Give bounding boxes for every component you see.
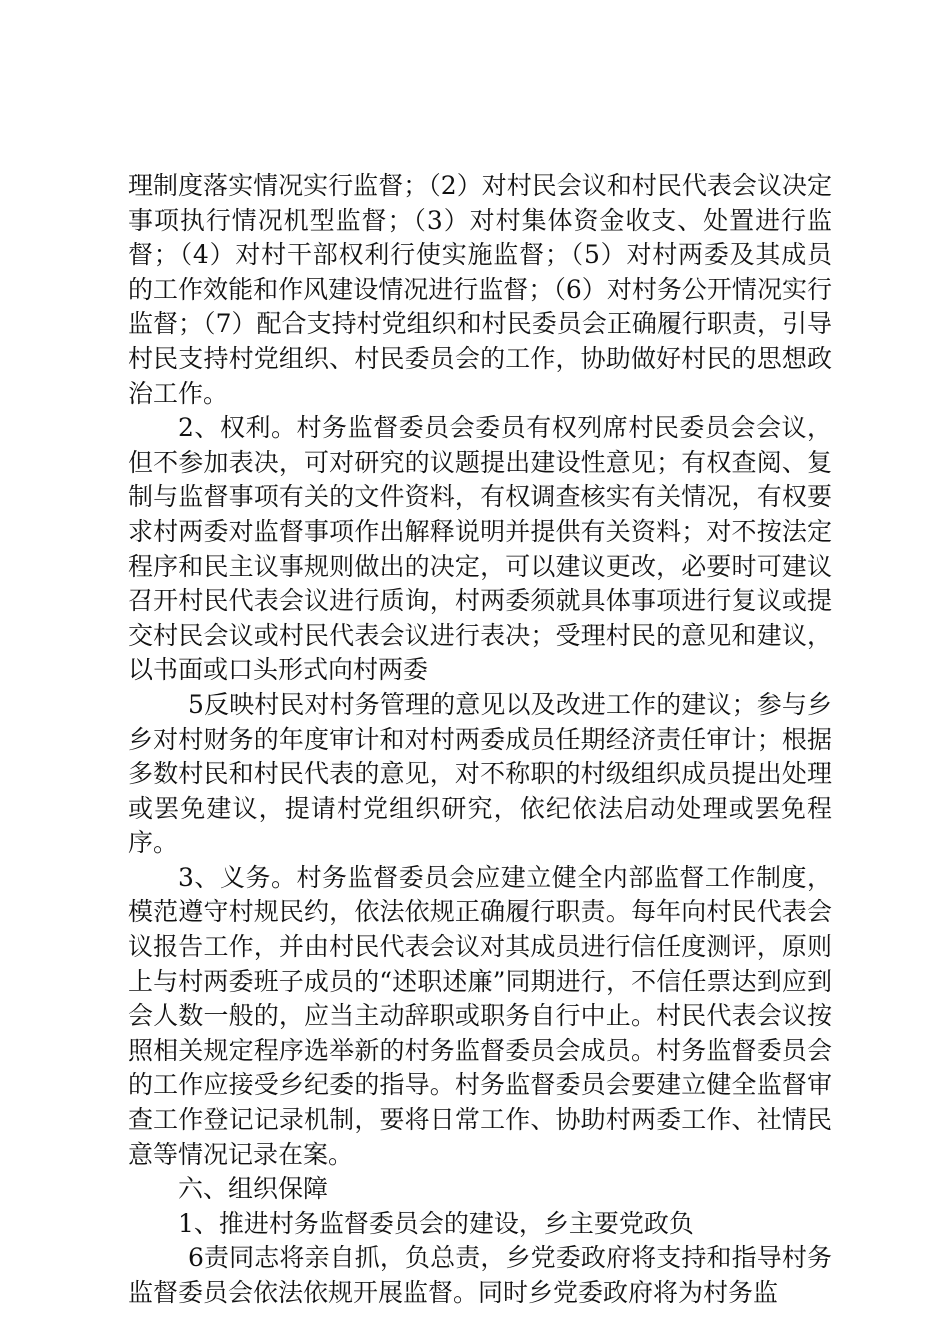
document-body xyxy=(128,169,832,1311)
paragraph-obligations: 3、义务。村务监督委员会应建立健全内部监督工作制度，模范遵守村规民约，依法依规正确履行职责。每年向村民代表会议报告工作，并由村民代表会议对其成员进行信任度测评，原则上与村两委班子成员的“述职述廉”同期进行，不信任票达到应到会人数一般的，应当主动辞职或职务自行中止。村民代表会议按照相关规定程序选举新的村务监督委员会成员。村务监督委员会的工作应接受乡纪委的指导。村务监督委员会要建立健全监督审查工作登记记录机制，要将日常工作、协助村两委工作、社情民意等情况记录在案。 xyxy=(128,862,832,1169)
paragraph-leadership-responsibility: 6责同志将亲自抓，负总责，乡党委政府将支持和指导村务监督委员会依法依规开展监督。同时乡党委政府将为村务监 xyxy=(128,1243,832,1307)
paragraph-rights: 2、权利。村务监督委员会委员有权列席村民委员会会议，但不参加表决，可对研究的议题提出建设性意见；有权查阅、复制与监督事项有关的文件资料，有权调查核实有关情况，有权要求村两委对监督事项作出解释说明并提供有关资料；对不按法定程序和民主议事规则做出的决定，可以建议更改，必要时可建议召开村民代表会议进行质询，村两委须就具体事项进行复议或提交村民会议或村民代表会议进行表决；受理村民的意见和建议，以书面或口头形式向村两委 xyxy=(128,413,832,685)
paragraph-rights-continued: 5反映村民对村务管理的意见以及改进工作的建议；参与乡乡对村财务的年度审计和对村两委成员任期经济责任审计；根据多数村民和村民代表的意见，对不称职的村级组织成员提出处理或罢免建议，提请村党组织研究，依纪依法启动处理或罢免程序。 xyxy=(128,689,832,858)
section-heading-organizational-guarantee: 六、组织保障 xyxy=(178,1174,329,1204)
paragraph-promote-construction: 1、推进村务监督委员会的建设，乡主要党政负 xyxy=(178,1208,694,1238)
paragraph-supervision-duties: 理制度落实情况实行监督；（2）对村民会议和村民代表会议决定事项执行情况机型监督；（3）对村集体资金收支、处置进行监督；（4）对村干部权利行使实施监督；（5）对村两委及其成员的工作效能和作风建设情况进行监督；（6）对村务公开情况实行监督；（7）配合支持村党组织和村民委员会正确履行职责，引导村民支持村党组织、村民委员会的工作，协助做好村民的思想政治工作。 xyxy=(128,171,832,408)
